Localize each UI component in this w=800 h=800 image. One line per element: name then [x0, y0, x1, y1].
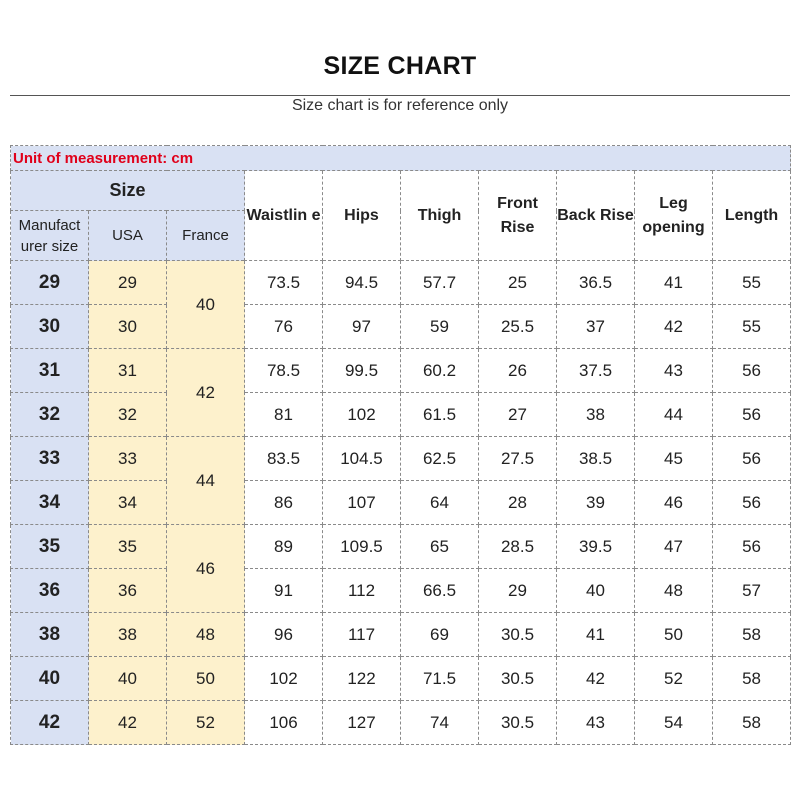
front-rise-cell: 26 — [479, 349, 557, 393]
front-rise-cell: 28.5 — [479, 525, 557, 569]
length-cell: 56 — [713, 349, 791, 393]
leg-opening-header: Leg opening — [635, 171, 713, 261]
thigh-header: Thigh — [401, 171, 479, 261]
waistline-cell: 76 — [245, 305, 323, 349]
usa-size-cell: 29 — [89, 261, 167, 305]
back-rise-cell: 40 — [557, 569, 635, 613]
manufacturer-size-cell: 42 — [11, 701, 89, 745]
manufacturer-size-cell: 34 — [11, 481, 89, 525]
usa-size-cell: 35 — [89, 525, 167, 569]
thigh-cell: 59 — [401, 305, 479, 349]
table-row — [11, 393, 791, 437]
hips-cell: 117 — [323, 613, 401, 657]
usa-size-cell: 34 — [89, 481, 167, 525]
title-divider — [10, 95, 790, 96]
waistline-cell: 106 — [245, 701, 323, 745]
usa-size-cell: 33 — [89, 437, 167, 481]
front-rise-cell: 27.5 — [479, 437, 557, 481]
waistline-cell: 102 — [245, 657, 323, 701]
hips-cell: 122 — [323, 657, 401, 701]
hips-cell: 104.5 — [323, 437, 401, 481]
manufacturer-size-cell: 32 — [11, 393, 89, 437]
table-row — [11, 525, 791, 569]
manufacturer-size-cell: 38 — [11, 613, 89, 657]
france-size-cell: 48 — [167, 613, 245, 657]
front-rise-cell: 25.5 — [479, 305, 557, 349]
manufacturer-size-header: Manufact urer size — [11, 211, 89, 261]
leg-opening-cell: 50 — [635, 613, 713, 657]
length-cell: 57 — [713, 569, 791, 613]
length-header: Length — [713, 171, 791, 261]
thigh-cell: 64 — [401, 481, 479, 525]
leg-opening-cell: 41 — [635, 261, 713, 305]
back-rise-cell: 41 — [557, 613, 635, 657]
hips-cell: 94.5 — [323, 261, 401, 305]
length-cell: 56 — [713, 393, 791, 437]
thigh-cell: 61.5 — [401, 393, 479, 437]
hips-header: Hips — [323, 171, 401, 261]
thigh-cell: 71.5 — [401, 657, 479, 701]
unit-note: Unit of measurement: cm — [11, 146, 791, 171]
waistline-cell: 81 — [245, 393, 323, 437]
thigh-cell: 66.5 — [401, 569, 479, 613]
back-rise-cell: 39 — [557, 481, 635, 525]
manufacturer-size-cell: 31 — [11, 349, 89, 393]
usa-size-cell: 42 — [89, 701, 167, 745]
waistline-cell: 91 — [245, 569, 323, 613]
hips-cell: 97 — [323, 305, 401, 349]
back-rise-cell: 38 — [557, 393, 635, 437]
back-rise-header: Back Rise — [557, 171, 635, 261]
table-row — [11, 261, 791, 305]
thigh-cell: 60.2 — [401, 349, 479, 393]
hips-cell: 99.5 — [323, 349, 401, 393]
leg-opening-cell: 48 — [635, 569, 713, 613]
length-cell: 58 — [713, 613, 791, 657]
france-size-cell: 40 — [167, 261, 245, 349]
back-rise-cell: 38.5 — [557, 437, 635, 481]
thigh-cell: 74 — [401, 701, 479, 745]
leg-opening-cell: 42 — [635, 305, 713, 349]
length-cell: 58 — [713, 701, 791, 745]
front-rise-cell: 30.5 — [479, 701, 557, 745]
hips-cell: 109.5 — [323, 525, 401, 569]
usa-size-cell: 38 — [89, 613, 167, 657]
manufacturer-size-cell: 33 — [11, 437, 89, 481]
france-size-cell: 46 — [167, 525, 245, 613]
hips-cell: 107 — [323, 481, 401, 525]
hips-cell: 102 — [323, 393, 401, 437]
thigh-cell: 65 — [401, 525, 479, 569]
table-row — [11, 437, 791, 481]
thigh-cell: 62.5 — [401, 437, 479, 481]
table-row — [11, 613, 791, 657]
back-rise-cell: 39.5 — [557, 525, 635, 569]
france-size-cell: 44 — [167, 437, 245, 525]
length-cell: 58 — [713, 657, 791, 701]
leg-opening-cell: 43 — [635, 349, 713, 393]
waistline-cell: 96 — [245, 613, 323, 657]
table-row — [11, 701, 791, 745]
table-row — [11, 481, 791, 525]
table-row — [11, 305, 791, 349]
france-size-cell: 52 — [167, 701, 245, 745]
waistline-cell: 73.5 — [245, 261, 323, 305]
back-rise-cell: 43 — [557, 701, 635, 745]
size-table — [10, 145, 791, 745]
thigh-cell: 69 — [401, 613, 479, 657]
back-rise-cell: 42 — [557, 657, 635, 701]
length-cell: 56 — [713, 437, 791, 481]
front-rise-cell: 28 — [479, 481, 557, 525]
table-row — [11, 657, 791, 701]
leg-opening-cell: 46 — [635, 481, 713, 525]
leg-opening-cell: 45 — [635, 437, 713, 481]
unit-row — [11, 146, 791, 171]
leg-opening-cell: 52 — [635, 657, 713, 701]
france-size-cell: 42 — [167, 349, 245, 437]
front-rise-cell: 30.5 — [479, 657, 557, 701]
length-cell: 56 — [713, 525, 791, 569]
front-rise-cell: 29 — [479, 569, 557, 613]
page-subtitle: Size chart is for reference only — [291, 97, 509, 114]
usa-size-cell: 30 — [89, 305, 167, 349]
leg-opening-cell: 54 — [635, 701, 713, 745]
manufacturer-size-cell: 36 — [11, 569, 89, 613]
france-size-cell: 50 — [167, 657, 245, 701]
france-header: France — [167, 211, 245, 261]
back-rise-cell: 36.5 — [557, 261, 635, 305]
length-cell: 55 — [713, 305, 791, 349]
back-rise-cell: 37.5 — [557, 349, 635, 393]
waistline-header: Waistlin e — [245, 171, 323, 261]
leg-opening-cell: 47 — [635, 525, 713, 569]
leg-opening-cell: 44 — [635, 393, 713, 437]
waistline-cell: 89 — [245, 525, 323, 569]
header-row — [11, 171, 791, 211]
length-cell: 55 — [713, 261, 791, 305]
manufacturer-size-cell: 30 — [11, 305, 89, 349]
hips-cell: 127 — [323, 701, 401, 745]
front-rise-cell: 27 — [479, 393, 557, 437]
waistline-cell: 86 — [245, 481, 323, 525]
manufacturer-size-cell: 40 — [11, 657, 89, 701]
hips-cell: 112 — [323, 569, 401, 613]
table-row — [11, 569, 791, 613]
usa-size-cell: 36 — [89, 569, 167, 613]
manufacturer-size-cell: 29 — [11, 261, 89, 305]
page-title: SIZE CHART — [323, 52, 477, 80]
usa-size-cell: 40 — [89, 657, 167, 701]
usa-size-cell: 31 — [89, 349, 167, 393]
size-group-header: Size — [11, 171, 245, 211]
front-rise-cell: 25 — [479, 261, 557, 305]
usa-header: USA — [89, 211, 167, 261]
table-row — [11, 349, 791, 393]
length-cell: 56 — [713, 481, 791, 525]
usa-size-cell: 32 — [89, 393, 167, 437]
manufacturer-size-cell: 35 — [11, 525, 89, 569]
waistline-cell: 83.5 — [245, 437, 323, 481]
front-rise-cell: 30.5 — [479, 613, 557, 657]
back-rise-cell: 37 — [557, 305, 635, 349]
waistline-cell: 78.5 — [245, 349, 323, 393]
front-rise-header: Front Rise — [479, 171, 557, 261]
thigh-cell: 57.7 — [401, 261, 479, 305]
